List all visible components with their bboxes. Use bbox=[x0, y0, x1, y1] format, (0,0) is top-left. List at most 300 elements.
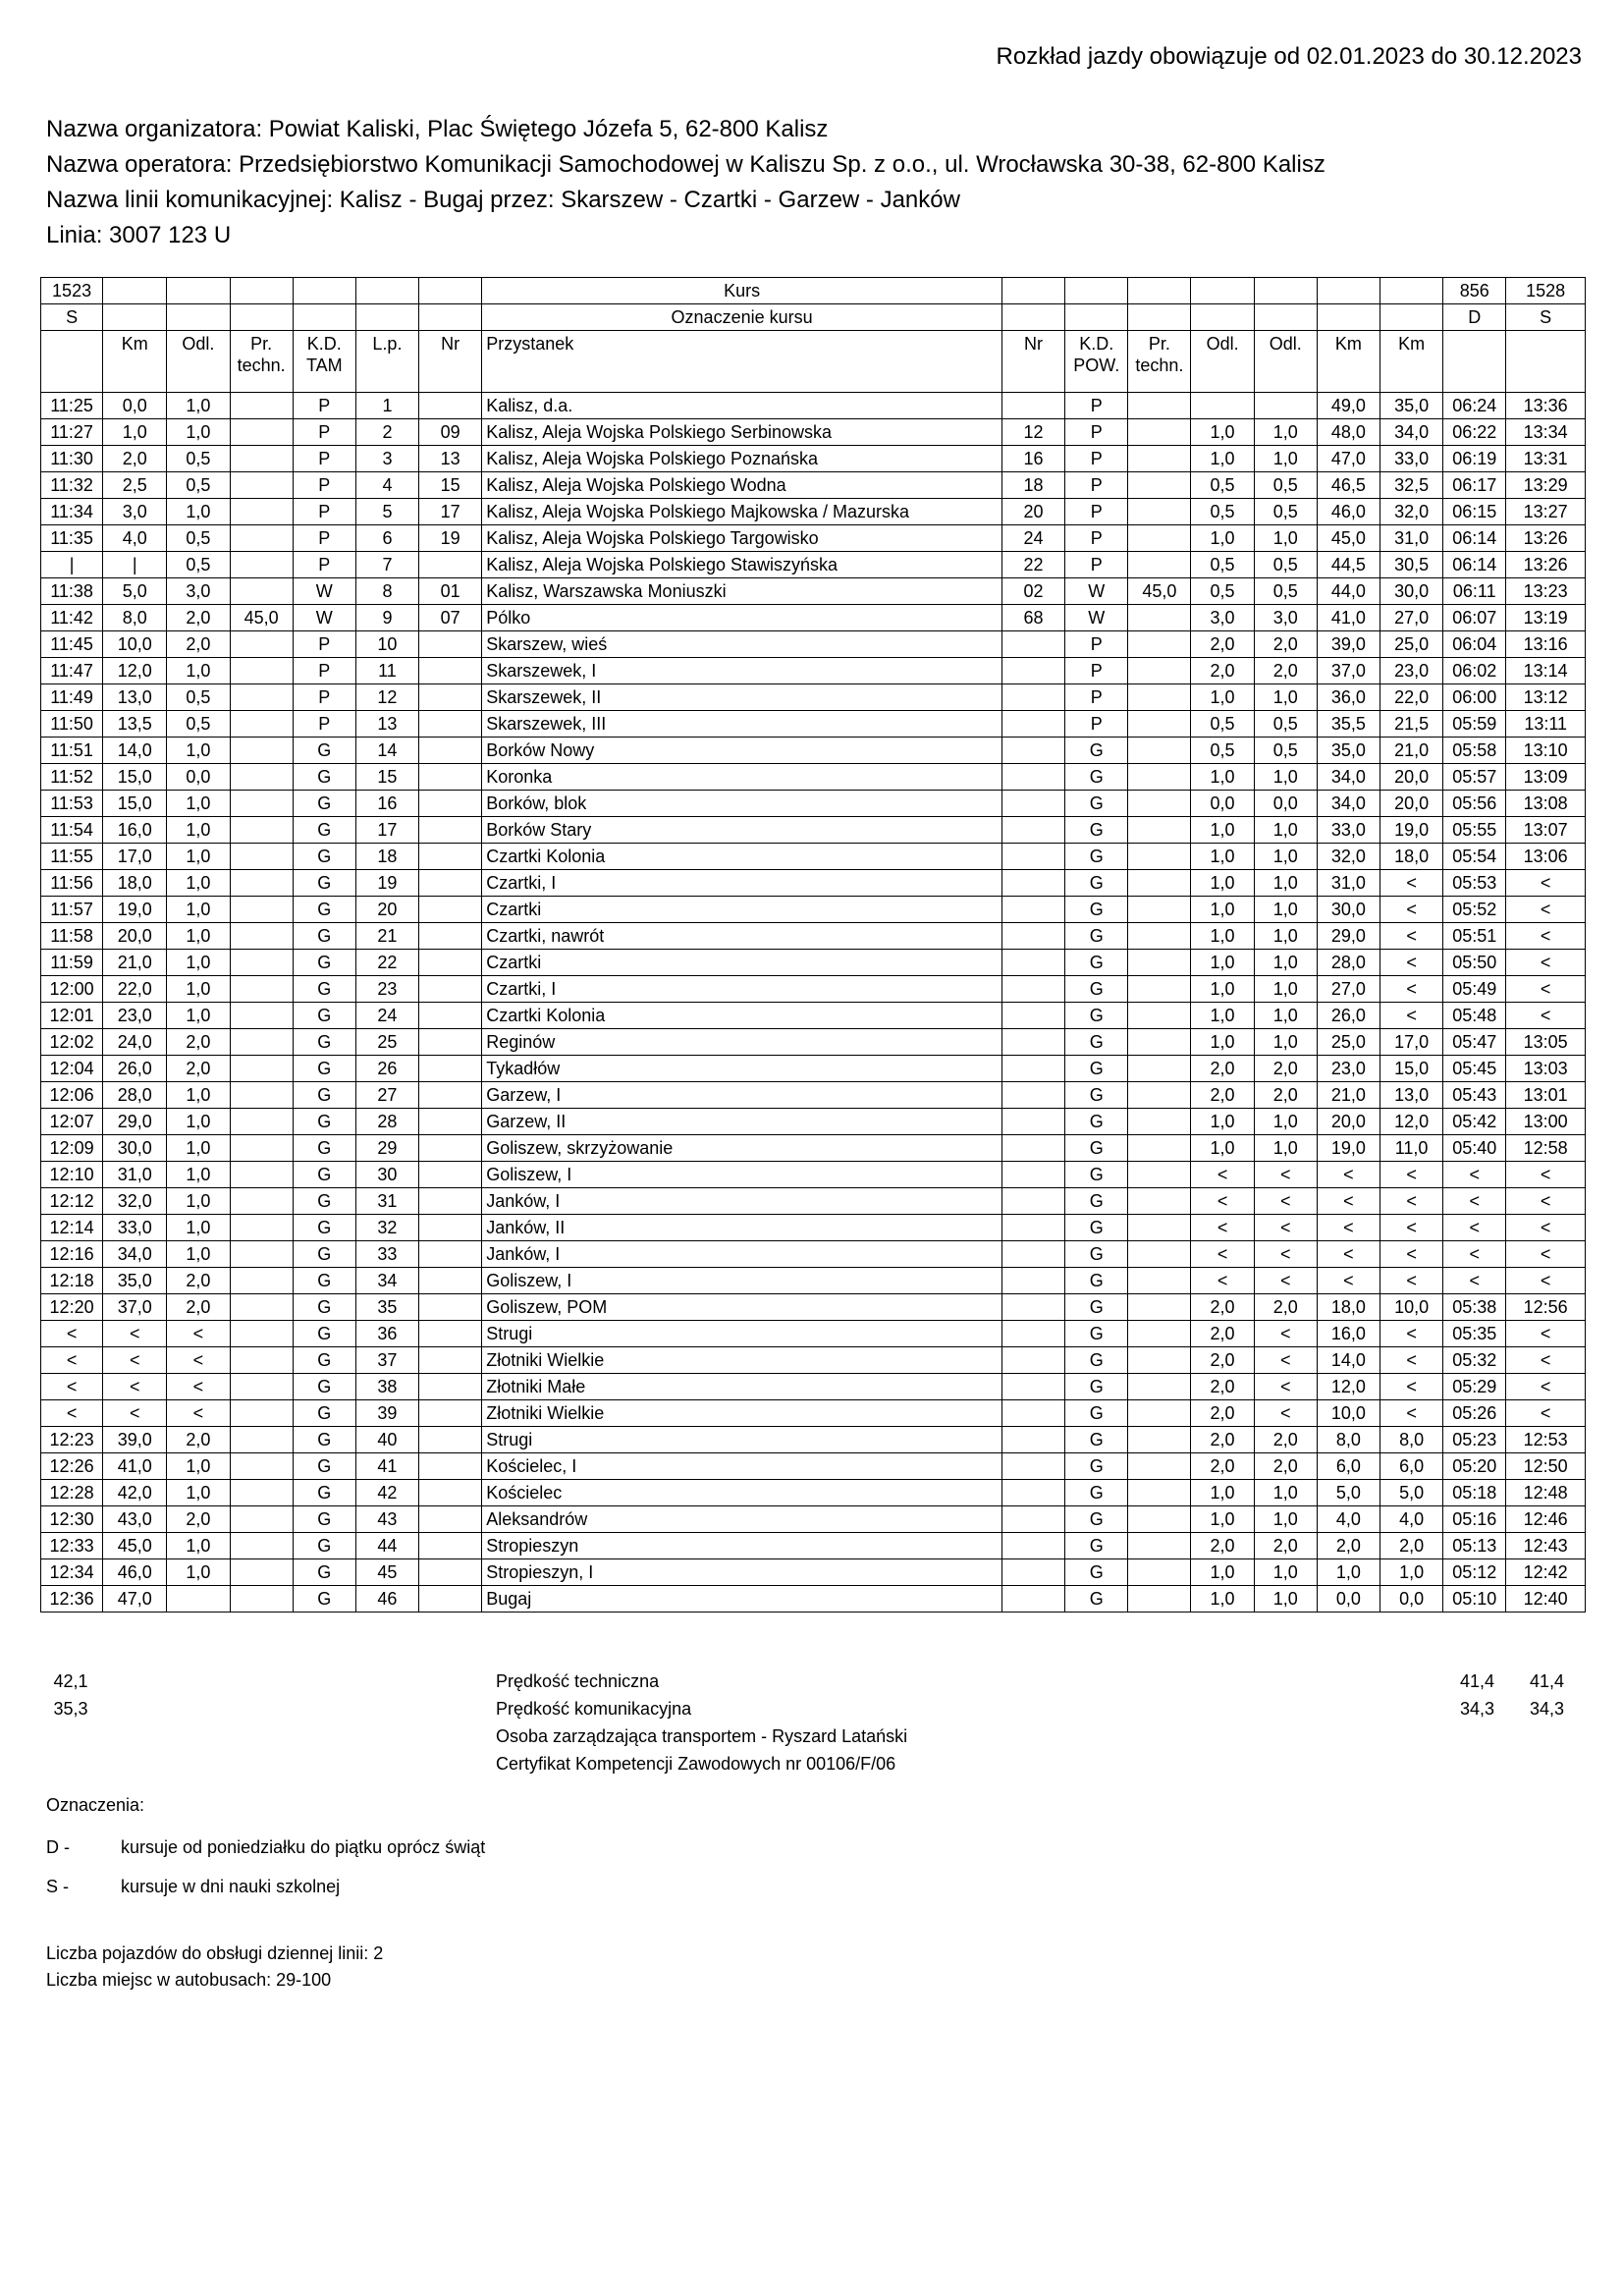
table-cell: < bbox=[1506, 1374, 1586, 1400]
table-cell: 12:06 bbox=[41, 1082, 103, 1109]
table-cell: < bbox=[103, 1400, 167, 1427]
table-cell: G bbox=[293, 1135, 355, 1162]
timetable-footer bbox=[40, 1671, 1586, 1781]
table-cell: < bbox=[167, 1347, 230, 1374]
table-cell: 05:56 bbox=[1443, 791, 1506, 817]
table-cell: 1,0 bbox=[167, 738, 230, 764]
stop-name: Skarszewek, I bbox=[482, 658, 1002, 684]
table-cell: 41 bbox=[355, 1453, 418, 1480]
table-cell: 12:53 bbox=[1506, 1427, 1586, 1453]
table-cell bbox=[230, 1427, 293, 1453]
table-cell: < bbox=[41, 1321, 103, 1347]
table-cell: 1,0 bbox=[1191, 1559, 1254, 1586]
table-cell: 10,0 bbox=[1380, 1294, 1443, 1321]
stop-name: Czartki Kolonia bbox=[482, 1003, 1002, 1029]
table-cell bbox=[1128, 844, 1191, 870]
table-cell: 13,0 bbox=[103, 684, 167, 711]
table-cell: 11:59 bbox=[41, 950, 103, 976]
table-cell: 37 bbox=[355, 1347, 418, 1374]
table-cell bbox=[419, 1215, 482, 1241]
table-cell: 17 bbox=[355, 817, 418, 844]
table-cell: < bbox=[1191, 1268, 1254, 1294]
table-cell: 05:29 bbox=[1443, 1374, 1506, 1400]
table-row bbox=[41, 578, 1586, 605]
table-cell: | bbox=[103, 552, 167, 578]
header-course-row bbox=[41, 278, 1586, 304]
column-header-line: Odl. bbox=[182, 334, 215, 354]
table-cell bbox=[230, 950, 293, 976]
table-cell: 1,0 bbox=[167, 976, 230, 1003]
table-cell bbox=[1001, 923, 1064, 950]
table-cell: 0,0 bbox=[103, 393, 167, 419]
table-cell: 11:53 bbox=[41, 791, 103, 817]
table-cell bbox=[1001, 791, 1064, 817]
table-cell: 6 bbox=[355, 525, 418, 552]
table-cell: 1,0 bbox=[167, 1533, 230, 1559]
table-cell: 2,0 bbox=[1191, 1294, 1254, 1321]
table-cell: 23,0 bbox=[1380, 658, 1443, 684]
table-cell: 18 bbox=[355, 844, 418, 870]
table-cell: 12:40 bbox=[1506, 1586, 1586, 1613]
table-cell: 11:57 bbox=[41, 897, 103, 923]
table-cell: 40 bbox=[355, 1427, 418, 1453]
table-cell bbox=[1001, 711, 1064, 738]
table-cell: < bbox=[1380, 923, 1443, 950]
table-cell: 13:07 bbox=[1506, 817, 1586, 844]
stop-name: Koronka bbox=[482, 764, 1002, 791]
stop-name: Czartki, I bbox=[482, 976, 1002, 1003]
table-cell: G bbox=[293, 1427, 355, 1453]
table-cell: 05:55 bbox=[1443, 817, 1506, 844]
table-cell: < bbox=[1506, 1268, 1586, 1294]
table-cell bbox=[1001, 976, 1064, 1003]
table-cell: G bbox=[293, 764, 355, 791]
table-cell: 12:04 bbox=[41, 1056, 103, 1082]
table-cell: 05:50 bbox=[1443, 950, 1506, 976]
stop-name: Garzew, I bbox=[482, 1082, 1002, 1109]
table-cell bbox=[1128, 605, 1191, 631]
table-cell: 06:11 bbox=[1443, 578, 1506, 605]
header-cell: S bbox=[1506, 304, 1586, 331]
table-cell: G bbox=[293, 1162, 355, 1188]
header-cell bbox=[1128, 304, 1191, 331]
table-cell: 18,0 bbox=[103, 870, 167, 897]
table-cell: G bbox=[1065, 976, 1128, 1003]
table-row bbox=[41, 1400, 1586, 1427]
header-cell bbox=[355, 304, 418, 331]
table-cell: 23 bbox=[355, 976, 418, 1003]
table-cell: 13:01 bbox=[1506, 1082, 1586, 1109]
table-cell: 13:09 bbox=[1506, 764, 1586, 791]
header-cell bbox=[1380, 278, 1443, 304]
table-cell bbox=[419, 791, 482, 817]
table-cell: 21 bbox=[355, 923, 418, 950]
table-cell: 12:23 bbox=[41, 1427, 103, 1453]
table-cell: P bbox=[293, 631, 355, 658]
table-cell: | bbox=[41, 552, 103, 578]
table-cell bbox=[1001, 817, 1064, 844]
table-cell: 12:56 bbox=[1506, 1294, 1586, 1321]
table-row bbox=[41, 393, 1586, 419]
table-cell: 31,0 bbox=[1380, 525, 1443, 552]
table-cell: 11:55 bbox=[41, 844, 103, 870]
table-cell: 13:31 bbox=[1506, 446, 1586, 472]
table-cell: 1,0 bbox=[1254, 1135, 1317, 1162]
table-cell: 11:52 bbox=[41, 764, 103, 791]
table-cell bbox=[230, 1347, 293, 1374]
table-cell bbox=[419, 711, 482, 738]
table-row bbox=[41, 1162, 1586, 1188]
table-cell: 11:30 bbox=[41, 446, 103, 472]
table-cell: 32,0 bbox=[103, 1188, 167, 1215]
column-header-line: K.D. bbox=[1079, 334, 1114, 354]
table-cell: 1,0 bbox=[167, 499, 230, 525]
stop-name: Garzew, II bbox=[482, 1109, 1002, 1135]
table-cell bbox=[419, 1029, 482, 1056]
table-cell bbox=[419, 1003, 482, 1029]
table-cell: 2,0 bbox=[1191, 1347, 1254, 1374]
table-cell: 37,0 bbox=[103, 1294, 167, 1321]
table-cell bbox=[1128, 1003, 1191, 1029]
table-cell: 05:52 bbox=[1443, 897, 1506, 923]
table-cell: < bbox=[1506, 1321, 1586, 1347]
table-cell: 13:12 bbox=[1506, 684, 1586, 711]
table-cell bbox=[1128, 1029, 1191, 1056]
table-cell: G bbox=[293, 1347, 355, 1374]
table-cell: 1,0 bbox=[1191, 950, 1254, 976]
table-cell: < bbox=[1506, 1241, 1586, 1268]
table-cell: G bbox=[1065, 1268, 1128, 1294]
table-cell: 1,0 bbox=[167, 950, 230, 976]
table-cell: 26,0 bbox=[103, 1056, 167, 1082]
table-cell bbox=[419, 870, 482, 897]
table-cell: 1,0 bbox=[167, 1453, 230, 1480]
table-cell: < bbox=[1254, 1321, 1317, 1347]
table-cell: 31,0 bbox=[103, 1162, 167, 1188]
table-cell: G bbox=[293, 1559, 355, 1586]
table-cell: 1,0 bbox=[1254, 844, 1317, 870]
table-cell: 20,0 bbox=[1317, 1109, 1380, 1135]
table-cell: G bbox=[293, 1109, 355, 1135]
table-cell bbox=[1001, 1321, 1064, 1347]
table-cell: 0,0 bbox=[1317, 1586, 1380, 1613]
table-cell: G bbox=[1065, 1135, 1128, 1162]
column-header bbox=[355, 331, 418, 393]
table-cell: 12:16 bbox=[41, 1241, 103, 1268]
table-cell: 8 bbox=[355, 578, 418, 605]
table-cell: G bbox=[1065, 844, 1128, 870]
table-cell: 12:46 bbox=[1506, 1506, 1586, 1533]
table-cell bbox=[230, 817, 293, 844]
table-cell: 19 bbox=[419, 525, 482, 552]
table-cell: 16,0 bbox=[103, 817, 167, 844]
stop-name: Goliszew, skrzyżowanie bbox=[482, 1135, 1002, 1162]
table-cell: G bbox=[293, 870, 355, 897]
header-cell: Oznaczenie kursu bbox=[482, 304, 1002, 331]
table-row bbox=[41, 870, 1586, 897]
table-row bbox=[41, 1135, 1586, 1162]
table-cell: P bbox=[293, 684, 355, 711]
table-cell: 1,0 bbox=[167, 1003, 230, 1029]
table-cell bbox=[230, 1374, 293, 1400]
table-cell bbox=[419, 1135, 482, 1162]
table-cell: P bbox=[1065, 472, 1128, 499]
table-cell: 15,0 bbox=[1380, 1056, 1443, 1082]
table-cell: 12:00 bbox=[41, 976, 103, 1003]
table-cell: G bbox=[1065, 923, 1128, 950]
table-cell: 06:14 bbox=[1443, 525, 1506, 552]
column-header bbox=[419, 331, 482, 393]
table-cell bbox=[1001, 1480, 1064, 1506]
table-cell: P bbox=[1065, 525, 1128, 552]
table-cell: < bbox=[1443, 1241, 1506, 1268]
table-cell: 05:49 bbox=[1443, 976, 1506, 1003]
table-cell: 1,0 bbox=[1254, 897, 1317, 923]
table-cell: 28,0 bbox=[103, 1082, 167, 1109]
table-cell: 11,0 bbox=[1380, 1135, 1443, 1162]
column-header-line: Przystanek bbox=[486, 334, 574, 354]
table-cell: 12 bbox=[355, 684, 418, 711]
table-cell: 12:42 bbox=[1506, 1559, 1586, 1586]
table-cell: 1,0 bbox=[1254, 1586, 1317, 1613]
table-cell: 0,5 bbox=[167, 446, 230, 472]
table-cell bbox=[1128, 446, 1191, 472]
table-cell: 2,0 bbox=[167, 1427, 230, 1453]
table-cell: 11:45 bbox=[41, 631, 103, 658]
table-cell: 2,0 bbox=[1254, 1533, 1317, 1559]
table-cell: 05:43 bbox=[1443, 1082, 1506, 1109]
table-cell: < bbox=[1380, 976, 1443, 1003]
table-cell bbox=[1001, 950, 1064, 976]
table-cell: P bbox=[293, 658, 355, 684]
organizer-name: Nazwa organizatora: Powiat Kaliski, Plac Świętego Józefa 5, 62-800 Kalisz bbox=[46, 116, 829, 142]
transport-manager: Osoba zarządzająca transportem - Ryszard Latański bbox=[496, 1726, 908, 1746]
table-cell bbox=[1001, 1268, 1064, 1294]
table-cell: G bbox=[293, 1586, 355, 1613]
table-cell: 1,0 bbox=[167, 393, 230, 419]
table-cell bbox=[1128, 1109, 1191, 1135]
table-cell: 12:43 bbox=[1506, 1533, 1586, 1559]
table-cell bbox=[230, 738, 293, 764]
table-cell: 15,0 bbox=[103, 764, 167, 791]
table-cell bbox=[1001, 1294, 1064, 1321]
table-row bbox=[41, 1294, 1586, 1321]
table-cell: 07 bbox=[419, 605, 482, 631]
table-cell: 1,0 bbox=[167, 1241, 230, 1268]
table-cell: G bbox=[1065, 817, 1128, 844]
table-cell: < bbox=[1506, 1188, 1586, 1215]
commercial-speed-d: 34,3 bbox=[1459, 1699, 1495, 1719]
column-header bbox=[293, 331, 355, 393]
table-cell: 05:57 bbox=[1443, 764, 1506, 791]
table-cell: 22,0 bbox=[1380, 684, 1443, 711]
table-cell: 19,0 bbox=[103, 897, 167, 923]
column-header-line: Km bbox=[1334, 334, 1362, 354]
table-cell bbox=[230, 1188, 293, 1215]
table-cell: 06:00 bbox=[1443, 684, 1506, 711]
column-header-line: Km bbox=[121, 334, 148, 354]
table-cell: 1,0 bbox=[167, 1082, 230, 1109]
table-row bbox=[41, 923, 1586, 950]
technical-speed-row bbox=[40, 1671, 1586, 1699]
column-header bbox=[167, 331, 230, 393]
table-cell: 2,0 bbox=[1254, 1294, 1317, 1321]
table-cell bbox=[1001, 631, 1064, 658]
table-cell: 0,5 bbox=[1254, 552, 1317, 578]
table-cell: 21,0 bbox=[1317, 1082, 1380, 1109]
table-cell: 11:38 bbox=[41, 578, 103, 605]
table-cell: 1,0 bbox=[1254, 1506, 1317, 1533]
table-cell: 12:12 bbox=[41, 1188, 103, 1215]
header-cell: 1523 bbox=[41, 278, 103, 304]
table-cell: 42 bbox=[355, 1480, 418, 1506]
table-cell: 49,0 bbox=[1317, 393, 1380, 419]
table-cell: 2,0 bbox=[1191, 1056, 1254, 1082]
table-cell: 33,0 bbox=[1317, 817, 1380, 844]
validity-period: Rozkład jazdy obowiązuje od 02.01.2023 do 30.12.2023 bbox=[996, 43, 1582, 70]
table-row bbox=[41, 817, 1586, 844]
table-cell: 2,0 bbox=[1191, 1533, 1254, 1559]
header-cell bbox=[230, 304, 293, 331]
header-cell bbox=[1191, 278, 1254, 304]
line-info bbox=[46, 112, 1325, 253]
table-cell bbox=[230, 499, 293, 525]
table-cell: 05:42 bbox=[1443, 1109, 1506, 1135]
table-cell: 42,0 bbox=[103, 1480, 167, 1506]
table-row bbox=[41, 631, 1586, 658]
table-cell bbox=[1001, 1241, 1064, 1268]
table-cell bbox=[1128, 1162, 1191, 1188]
stop-name: Kalisz, Aleja Wojska Polskiego Stawiszyńska bbox=[482, 552, 1002, 578]
table-cell: < bbox=[41, 1374, 103, 1400]
table-cell: 22,0 bbox=[103, 976, 167, 1003]
table-cell: 3 bbox=[355, 446, 418, 472]
table-cell: 39 bbox=[355, 1400, 418, 1427]
table-cell bbox=[419, 1480, 482, 1506]
table-cell: 31,0 bbox=[1317, 870, 1380, 897]
table-cell bbox=[230, 631, 293, 658]
header-cell: 856 bbox=[1443, 278, 1506, 304]
table-cell: G bbox=[1065, 738, 1128, 764]
stop-name: Borków Stary bbox=[482, 817, 1002, 844]
table-cell: 16,0 bbox=[1317, 1321, 1380, 1347]
table-cell: 1,0 bbox=[1254, 1109, 1317, 1135]
table-cell bbox=[419, 1294, 482, 1321]
table-cell: < bbox=[1254, 1241, 1317, 1268]
stop-name: Złotniki Wielkie bbox=[482, 1400, 1002, 1427]
table-cell: 2,0 bbox=[167, 1294, 230, 1321]
table-cell: G bbox=[293, 1241, 355, 1268]
table-cell: 1,0 bbox=[1191, 817, 1254, 844]
table-cell: 14,0 bbox=[103, 738, 167, 764]
table-cell: P bbox=[1065, 684, 1128, 711]
table-cell: 12:48 bbox=[1506, 1480, 1586, 1506]
column-header bbox=[1254, 331, 1317, 393]
table-cell bbox=[1128, 1321, 1191, 1347]
table-cell: 06:17 bbox=[1443, 472, 1506, 499]
table-cell bbox=[419, 1374, 482, 1400]
table-cell bbox=[419, 1162, 482, 1188]
table-cell: 12,0 bbox=[1317, 1374, 1380, 1400]
table-cell: 47,0 bbox=[103, 1586, 167, 1613]
certificate-number: Certyfikat Kompetencji Zawodowych nr 00106/F/06 bbox=[496, 1754, 896, 1774]
stop-name: Skarszewek, III bbox=[482, 711, 1002, 738]
table-cell: 12:01 bbox=[41, 1003, 103, 1029]
table-cell: 11:54 bbox=[41, 817, 103, 844]
stop-name: Reginów bbox=[482, 1029, 1002, 1056]
legend-item-d bbox=[46, 1837, 486, 1865]
stop-name: Skarszewek, II bbox=[482, 684, 1002, 711]
table-row bbox=[41, 499, 1586, 525]
table-cell: G bbox=[1065, 1294, 1128, 1321]
stop-name: Kalisz, Aleja Wojska Polskiego Targowisko bbox=[482, 525, 1002, 552]
table-cell: 0,5 bbox=[1254, 472, 1317, 499]
table-cell: 36 bbox=[355, 1321, 418, 1347]
table-cell: 3,0 bbox=[1191, 605, 1254, 631]
table-cell: 30,0 bbox=[1317, 897, 1380, 923]
table-cell: 1,0 bbox=[1254, 1480, 1317, 1506]
table-cell bbox=[1128, 499, 1191, 525]
table-row bbox=[41, 1374, 1586, 1400]
table-cell: G bbox=[293, 1400, 355, 1427]
table-cell bbox=[230, 1268, 293, 1294]
table-cell bbox=[1128, 976, 1191, 1003]
table-cell bbox=[1001, 1109, 1064, 1135]
table-cell: G bbox=[293, 1082, 355, 1109]
table-cell: 12 bbox=[1001, 419, 1064, 446]
table-cell: < bbox=[1380, 1347, 1443, 1374]
table-row bbox=[41, 1321, 1586, 1347]
timetable bbox=[40, 277, 1586, 1613]
table-cell: 26,0 bbox=[1317, 1003, 1380, 1029]
table-cell: G bbox=[293, 897, 355, 923]
table-cell: 48,0 bbox=[1317, 419, 1380, 446]
table-cell: 27 bbox=[355, 1082, 418, 1109]
table-cell: P bbox=[293, 446, 355, 472]
table-cell: 30 bbox=[355, 1162, 418, 1188]
table-cell: 1,0 bbox=[167, 1135, 230, 1162]
table-row bbox=[41, 684, 1586, 711]
table-cell bbox=[230, 844, 293, 870]
header-cell bbox=[1317, 304, 1380, 331]
stop-name: Bugaj bbox=[482, 1586, 1002, 1613]
table-cell: 06:07 bbox=[1443, 605, 1506, 631]
table-row bbox=[41, 738, 1586, 764]
table-cell: < bbox=[1506, 1215, 1586, 1241]
table-cell: 41,0 bbox=[1317, 605, 1380, 631]
table-cell: 2,0 bbox=[1254, 1056, 1317, 1082]
table-cell: 2,0 bbox=[1191, 1374, 1254, 1400]
table-row bbox=[41, 1003, 1586, 1029]
header-cell bbox=[1065, 278, 1128, 304]
table-cell: 45,0 bbox=[1128, 578, 1191, 605]
table-row bbox=[41, 1268, 1586, 1294]
column-header-line: Nr bbox=[441, 334, 460, 354]
table-cell: 1,0 bbox=[167, 1559, 230, 1586]
table-cell: 12:50 bbox=[1506, 1453, 1586, 1480]
table-cell: G bbox=[1065, 1559, 1128, 1586]
table-cell: 1,0 bbox=[1254, 419, 1317, 446]
table-cell: < bbox=[1254, 1215, 1317, 1241]
table-cell: < bbox=[1443, 1268, 1506, 1294]
table-cell: 20,0 bbox=[1380, 764, 1443, 791]
table-cell: 2,0 bbox=[1254, 1082, 1317, 1109]
table-cell: 1,0 bbox=[103, 419, 167, 446]
table-row bbox=[41, 1188, 1586, 1215]
table-cell: 05:20 bbox=[1443, 1453, 1506, 1480]
table-cell: 13:00 bbox=[1506, 1109, 1586, 1135]
column-header bbox=[1065, 331, 1128, 393]
